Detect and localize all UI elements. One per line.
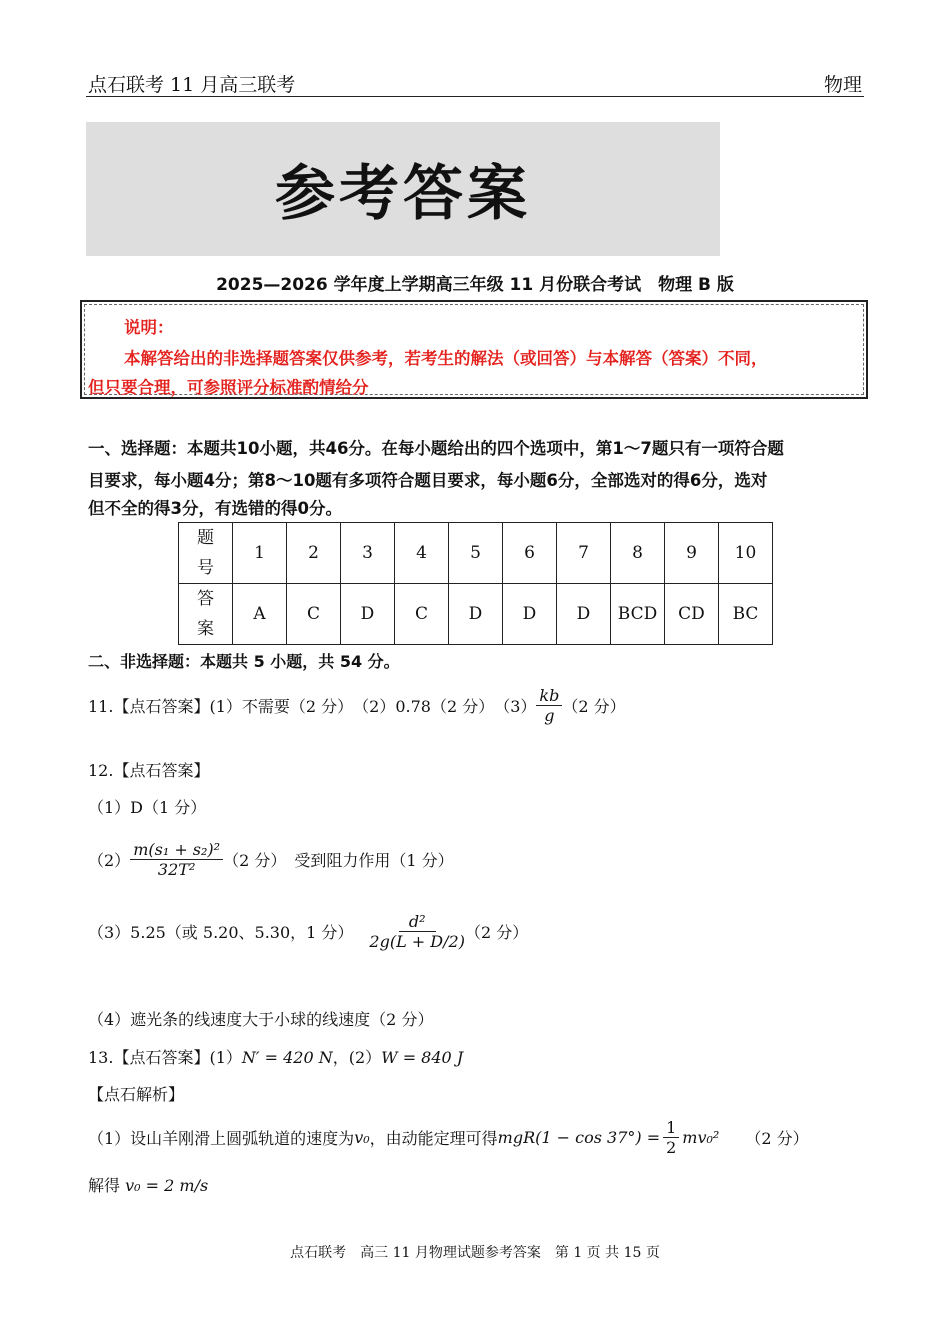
q13-analysis-heading: 【点石解析】 [88,1085,185,1104]
question-number: 10 [719,523,773,584]
section2-heading: 二、非选择题：本题共 5 小题，共 54 分。 [88,652,400,671]
question-number: 1 [233,523,287,584]
q12-part3-fraction: $\frac{\text{d²}}{2g(L + D/2)}$ [369,912,465,951]
exam-subtitle: 2025—2026 学年度上学期高三年级 11 月份联合考试 物理 B 版 [216,275,734,295]
question-number: 6 [503,523,557,584]
question-number: 3 [341,523,395,584]
answer-cell: CD [665,584,719,645]
header-right: 物理 [823,74,862,96]
row-header-number: 题 号 [179,523,233,584]
table-row-numbers [179,523,773,584]
q13-solution: 解得 v₀ = 2 m/s [88,1176,209,1195]
answer-cell: C [287,584,341,645]
q11-fraction: $\frac{kb}{g}$ [536,686,562,725]
header-left: 点石联考 11 月高三联考 [88,74,296,96]
q11-answer [88,686,626,725]
section1-line-1: 一、选择题：本题共10小题，共46分。在每小题给出的四个选项中，第1～7题只有一项符合题 [88,439,784,458]
q13-part1: （1）设山羊刚滑上圆弧轨道的速度为 v₀ ，由动能定理可得 mgR(1 − cos 37°) = $\frac{1}{2}$ mv₀² （2 分） [88,1118,809,1157]
q13-answer: 13.【点石答案】(1）N′ = 420 N，(2）W = 840 J [88,1048,464,1067]
page-footer: 点石联考 高三 11 月物理试题参考答案 第 1 页 共 15 页 [290,1245,660,1261]
q13-half-fraction: $\frac{1}{2}$ [663,1118,679,1157]
row-header-answer: 答 案 [179,584,233,645]
q11-prefix: 11.【点石答案】(1）不需要（2 分） （2）0.78（2 分） （3） [88,697,537,716]
answer-banner [86,122,720,256]
answer-cell: D [449,584,503,645]
question-number: 5 [449,523,503,584]
table-row-answers [179,584,773,645]
q12-part4: （4）遮光条的线速度大于小球的线速度（2 分） [88,1010,434,1029]
q12-part2: （2） $\frac{\text{m(s₁ + s₂)²}}{\text{32T²}}$ （2 分） 受到阻力作用（1 分） [88,840,454,879]
answer-cell: D [557,584,611,645]
answer-cell: BC [719,584,773,645]
section1-line-2: 目要求，每小题4分；第8～10题有多项符合题目要求，每小题6分，全部选对的得6分，选对 [88,471,768,490]
q11-suffix: （2 分） [562,697,626,716]
q13-energy-equation: mgR(1 − cos 37°) = [497,1128,661,1147]
answer-cell: D [341,584,395,645]
note-heading: 说明： [124,318,174,337]
answer-cell: C [395,584,449,645]
note-line-1: 本解答给出的非选择题答案仅供参考，若考生的解法（或回答）与本解答（答案）不同， [124,349,768,368]
q12-part3: （3）5.25（或 5.20、5.30，1 分） $\frac{\text{d²}}{2g(L + D/2)}$ （2 分） [88,912,529,951]
question-number: 7 [557,523,611,584]
q12-part1: （1）D（1 分） [88,798,207,817]
answer-cell: BCD [611,584,665,645]
q13-eq-normal-force: N′ = 420 N [241,1048,333,1067]
note-line-2: 但只要合理，可参照评分标准酌情给分 [88,378,369,397]
q12-title: 12.【点石答案】 [88,761,210,780]
answer-table [178,522,773,645]
answer-cell: A [233,584,287,645]
question-number: 9 [665,523,719,584]
question-number: 4 [395,523,449,584]
banner-title: 参考答案 [275,159,531,229]
answer-cell: D [503,584,557,645]
question-number: 8 [611,523,665,584]
note-box [80,300,868,399]
section1-line-3: 但不全的得3分，有选错的得0分。 [88,499,342,518]
q13-solution-eq: v₀ = 2 m/s [125,1176,209,1195]
q13-eq-work: W = 840 J [381,1048,464,1067]
q12-part2-fraction: $\frac{\text{m(s₁ + s₂)²}}{\text{32T²}}$ [130,840,223,879]
question-number: 2 [287,523,341,584]
header-divider [86,96,864,97]
